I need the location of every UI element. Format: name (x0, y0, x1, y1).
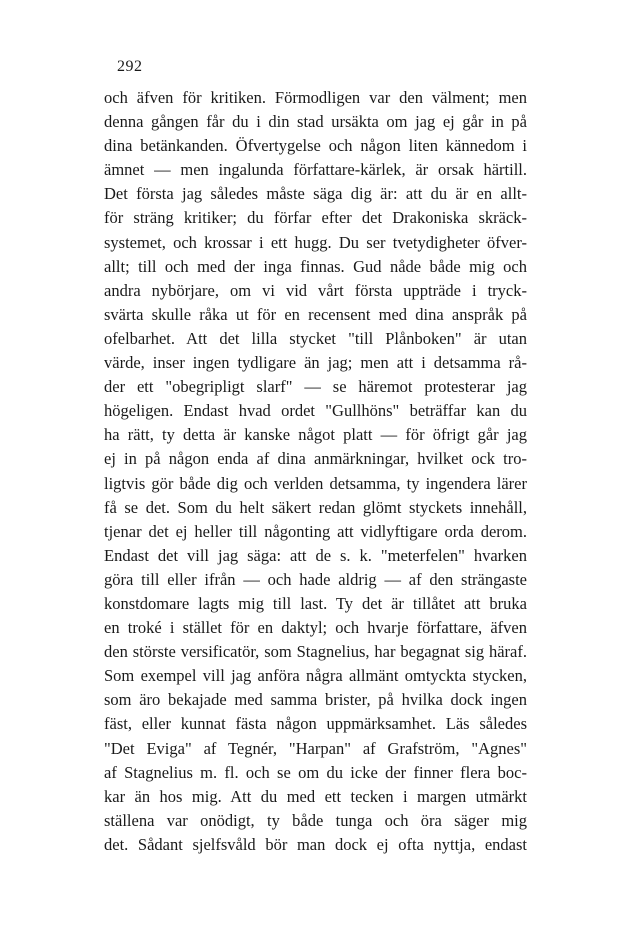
text-line: få se det. Som du helt säkert redan glömt styckets innehåll, (104, 497, 527, 517)
text-line: det. Sådant sjelfsvåld bör man dock ej ofta nyttja, endast (104, 834, 527, 854)
text-line: göra till eller ifrån — och hade aldrig — af den strängaste (104, 569, 527, 589)
text-line: systemet, och krossar i ett hugg. Du ser tvetydigheter öfver- (104, 232, 527, 252)
text-line: Det första jag således måste säga dig är: att du är en allt- (104, 184, 527, 204)
text-line: för sträng kritiker; du förfar efter det Drakoniska skräck- (104, 208, 527, 228)
text-line: Som exempel vill jag anföra några allmänt omtyckta stycken, (104, 666, 527, 686)
text-line: kar än hos mig. Att du med ett tecken i margen utmärkt (104, 786, 527, 806)
text-line: ha rätt, ty detta är kanske något platt — för öfrigt går jag (104, 425, 527, 445)
text-line: ställena var onödigt, ty både tunga och öra säger mig (104, 810, 527, 830)
text-line: och äfven för kritiken. Förmodligen var den välment; men (104, 88, 527, 107)
text-line: ligtvis gör både dig och verlden detsamma, ty ingendera lärer (104, 473, 527, 493)
text-line: Endast det vill jag säga: att de s. k. "meterfelen" hvarken (104, 545, 527, 565)
text-line: andra nybörjare, om vi vid vårt första uppträde i tryck- (104, 280, 527, 300)
text-line: en troké i stället för en daktyl; och hvarje författare, äfven (104, 618, 527, 638)
text-line: af Stagnelius m. fl. och se om du icke der finner flera boc- (104, 762, 527, 782)
text-line: svärta skulle råka ut för en recensent med dina anspråk på (104, 304, 527, 324)
text-line: dina betänkanden. Öfvertygelse och någon liten kännedom i (104, 136, 527, 156)
text-line: tjenar det ej heller till någonting att vidlyftigare orda derom. (104, 521, 527, 541)
text-line: ej in på någon enda af dina anmärkningar, hvilket ock tro- (104, 449, 527, 469)
text-line: ämnet — men ingalunda författare-kärlek, är orsak härtill. (104, 160, 527, 180)
text-line: fäst, eller kunnat fästa någon uppmärksamhet. Läs således (104, 714, 527, 734)
text-line: som äro bekajade med samma brister, på hvilka dock ingen (104, 690, 527, 710)
text-line: allt; till och med der inga finnas. Gud nåde både mig och (104, 256, 527, 276)
page-number: 292 (117, 58, 143, 75)
text-line: den störste versificatör, som Stagnelius, har begagnat sig häraf. (104, 642, 527, 662)
text-line: konstdomare lagts mig till last. Ty det är tillåtet att bruka (104, 593, 527, 613)
text-line: denna gången får du i din stad ursäkta om jag ej går in på (104, 112, 527, 132)
body-text (104, 86, 527, 857)
text-line: der ett "obegripligt slarf" — se häremot protesterar jag (104, 377, 527, 397)
text-line: ofelbarhet. Att det lilla stycket "till Plånboken" är utan (104, 328, 527, 348)
text-line: "Det Eviga" af Tegnér, "Harpan" af Grafström, "Agnes" (104, 738, 527, 758)
text-line: värde, inser ingen tydligare än jag; men att i detsamma rå- (104, 353, 527, 373)
text-line: högeligen. Endast hvad ordet "Gullhöns" beträffar kan du (104, 401, 527, 421)
